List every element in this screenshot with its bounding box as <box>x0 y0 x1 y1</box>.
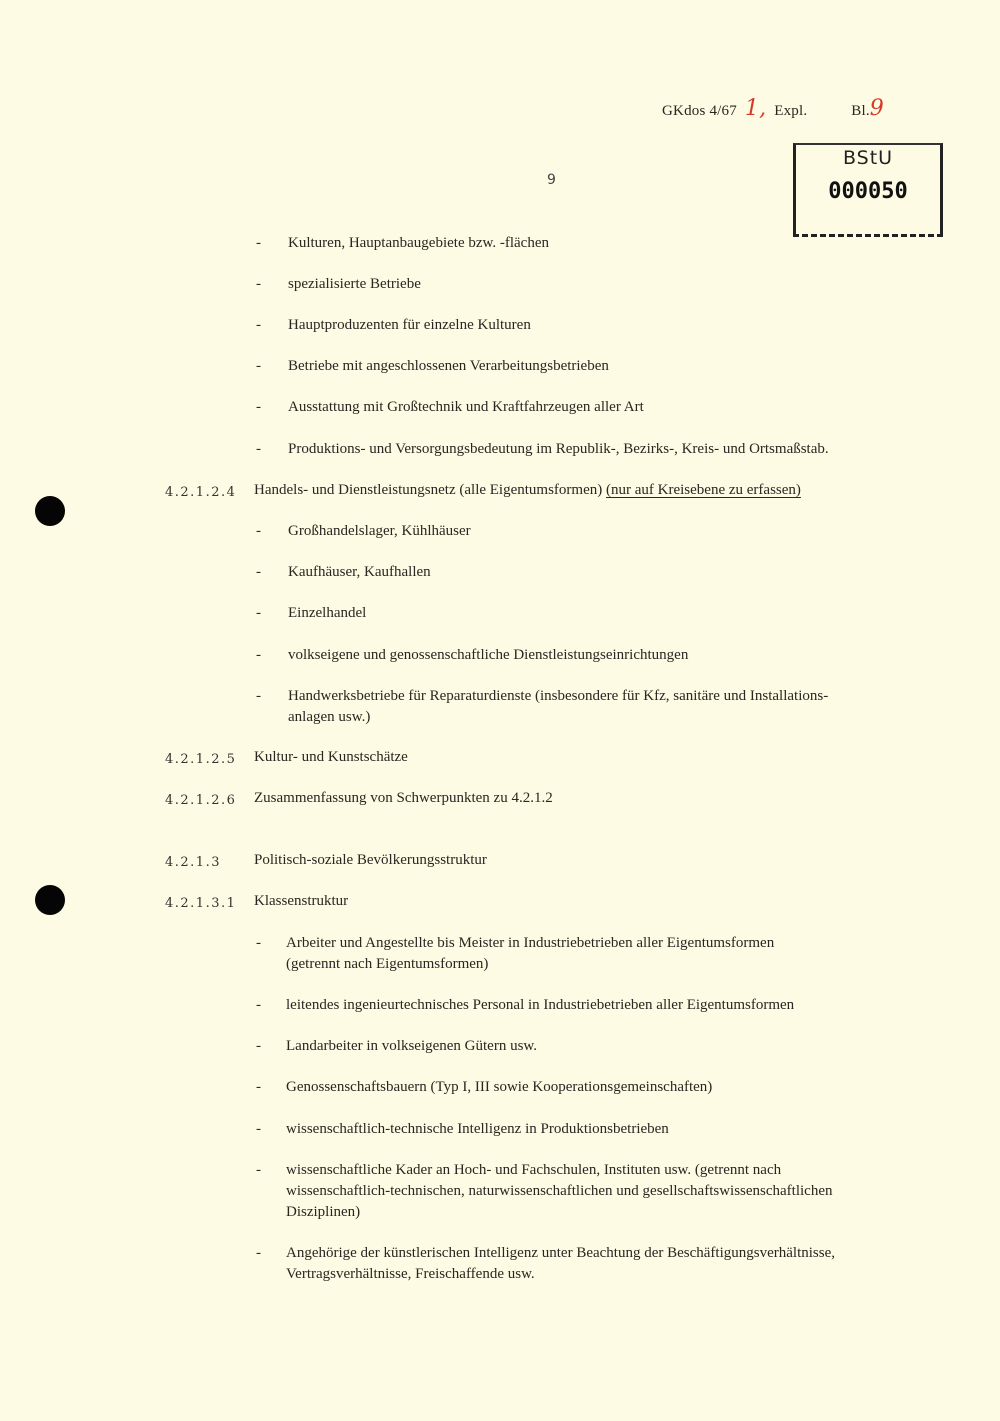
punch-hole-icon <box>35 496 65 526</box>
archive-stamp <box>793 143 943 235</box>
sheet-label: Bl. <box>851 103 870 119</box>
section-title: Handels- und Dienstleistungsnetz (alle Eigentumsformen) <box>254 482 603 498</box>
stamp-agency: BStU <box>842 147 894 169</box>
copy-number-handwritten: 1, <box>744 96 767 121</box>
copy-label: Expl. <box>774 103 808 119</box>
punch-hole-icon <box>35 885 65 915</box>
section-note-underlined: (nur auf Kreisebene zu erfassen) <box>606 482 801 498</box>
doc-reference: GKdos 4/67 <box>662 103 737 119</box>
sheet-number-handwritten: 9 <box>869 96 884 121</box>
stamp-number: 000050 <box>828 179 908 204</box>
document-header <box>662 96 884 121</box>
page-number: 9 <box>547 172 556 188</box>
